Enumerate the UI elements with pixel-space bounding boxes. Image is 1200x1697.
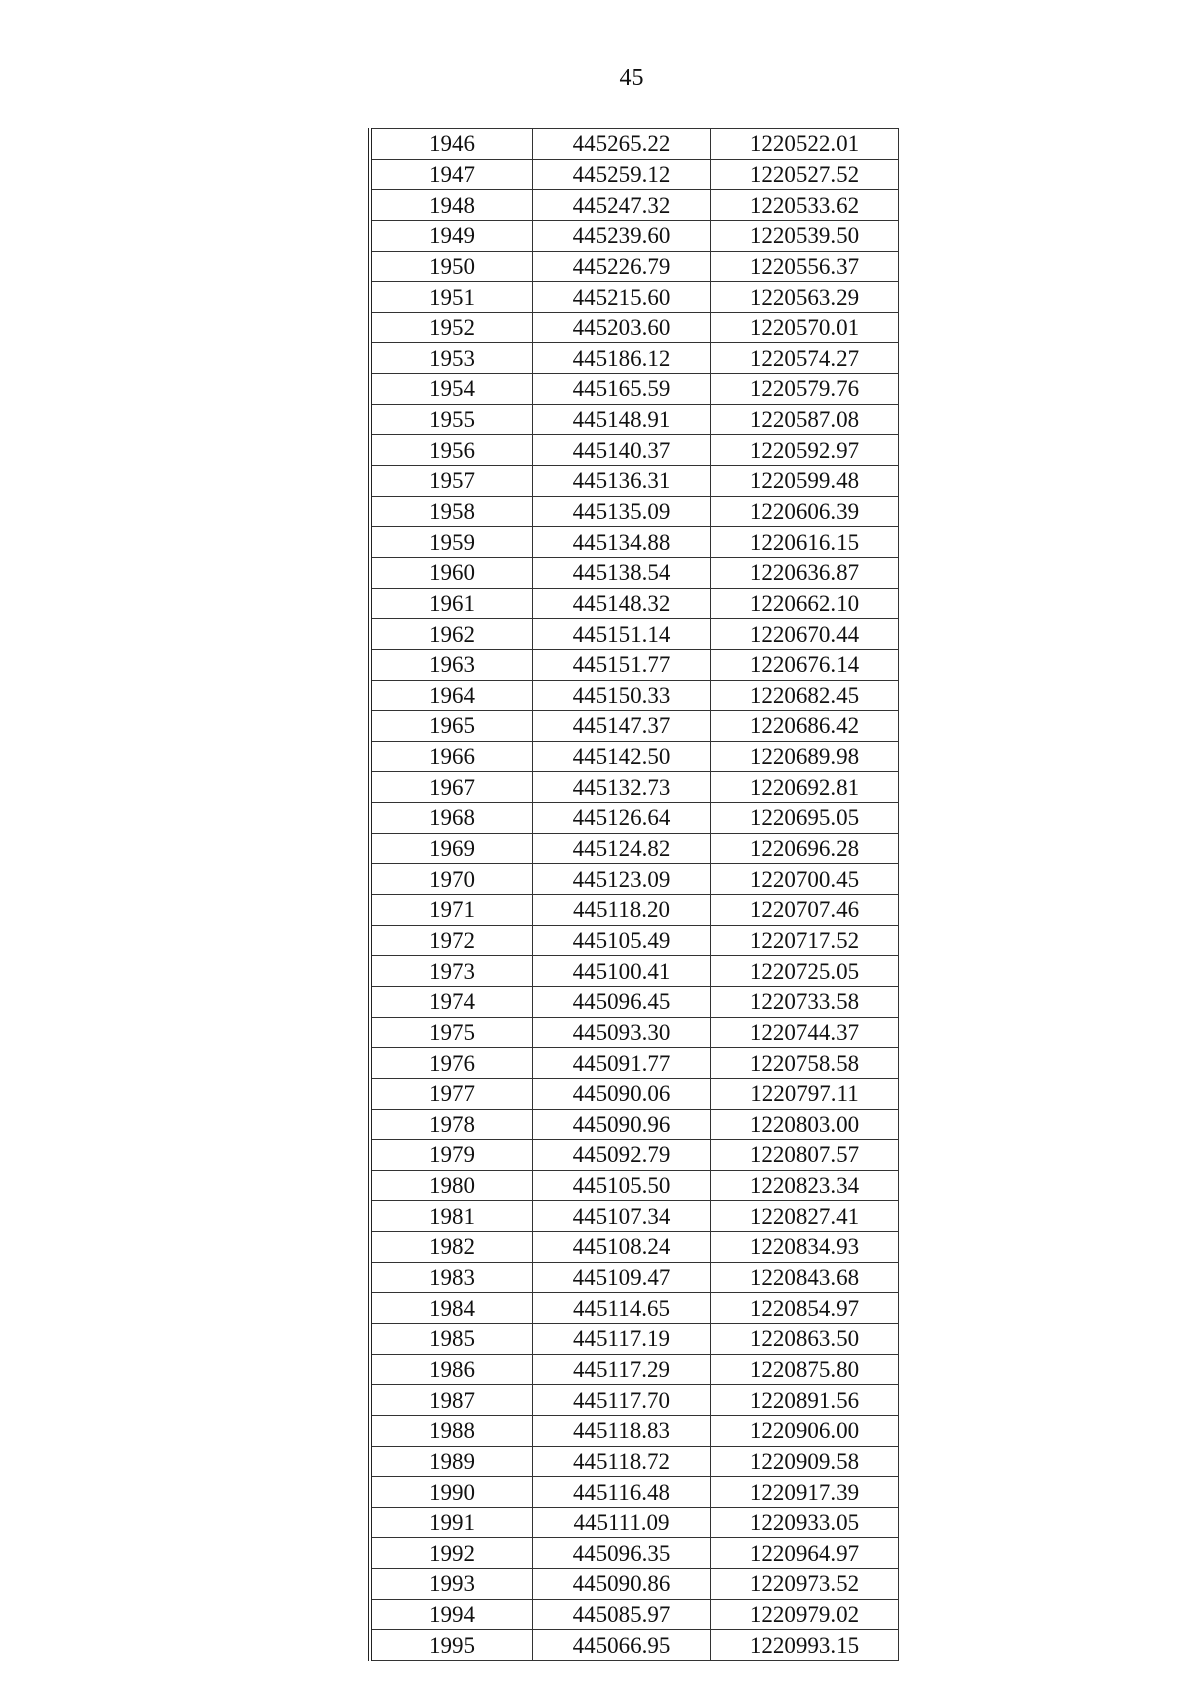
table-row (370, 833, 899, 864)
point-number-cell: 1992 (370, 1538, 533, 1569)
page-number: 45 (619, 65, 644, 91)
point-number-cell: 1987 (370, 1385, 533, 1416)
table-row (370, 1354, 899, 1385)
y-coordinate-cell: 1220689.98 (711, 741, 899, 772)
point-number-cell: 1973 (370, 956, 533, 987)
y-coordinate-cell: 1220854.97 (711, 1293, 899, 1324)
y-coordinate-cell: 1220909.58 (711, 1446, 899, 1477)
point-number-cell: 1985 (370, 1323, 533, 1354)
table-row (370, 159, 899, 190)
y-coordinate-cell: 1220758.58 (711, 1048, 899, 1079)
point-number-cell: 1966 (370, 741, 533, 772)
table-row (370, 1293, 899, 1324)
y-coordinate-cell: 1220662.10 (711, 588, 899, 619)
x-coordinate-cell: 445135.09 (533, 496, 711, 527)
point-number-cell: 1946 (370, 129, 533, 160)
y-coordinate-cell: 1220670.44 (711, 619, 899, 650)
x-coordinate-cell: 445151.77 (533, 649, 711, 680)
table-row (370, 1507, 899, 1538)
y-coordinate-cell: 1220527.52 (711, 159, 899, 190)
y-coordinate-cell: 1220570.01 (711, 312, 899, 343)
table-row (370, 1415, 899, 1446)
table-row (370, 956, 899, 987)
table-row (370, 190, 899, 221)
x-coordinate-cell: 445117.19 (533, 1323, 711, 1354)
table-row (370, 1232, 899, 1263)
y-coordinate-cell: 1220875.80 (711, 1354, 899, 1385)
y-coordinate-cell: 1220827.41 (711, 1201, 899, 1232)
y-coordinate-cell: 1220599.48 (711, 466, 899, 497)
point-number-cell: 1975 (370, 1017, 533, 1048)
x-coordinate-cell: 445203.60 (533, 312, 711, 343)
x-coordinate-cell: 445092.79 (533, 1140, 711, 1171)
point-number-cell: 1954 (370, 374, 533, 405)
point-number-cell: 1974 (370, 986, 533, 1017)
table-row (370, 129, 899, 160)
table-row (370, 1630, 899, 1661)
x-coordinate-cell: 445123.09 (533, 864, 711, 895)
point-number-cell: 1968 (370, 803, 533, 834)
x-coordinate-cell: 445151.14 (533, 619, 711, 650)
x-coordinate-cell: 445118.20 (533, 895, 711, 926)
y-coordinate-cell: 1220834.93 (711, 1232, 899, 1263)
y-coordinate-cell: 1220556.37 (711, 251, 899, 282)
point-number-cell: 1990 (370, 1477, 533, 1508)
x-coordinate-cell: 445100.41 (533, 956, 711, 987)
x-coordinate-cell: 445247.32 (533, 190, 711, 221)
point-number-cell: 1971 (370, 895, 533, 926)
x-coordinate-cell: 445136.31 (533, 466, 711, 497)
y-coordinate-cell: 1220733.58 (711, 986, 899, 1017)
table-row (370, 404, 899, 435)
point-number-cell: 1967 (370, 772, 533, 803)
x-coordinate-cell: 445085.97 (533, 1599, 711, 1630)
x-coordinate-cell: 445165.59 (533, 374, 711, 405)
y-coordinate-cell: 1220717.52 (711, 925, 899, 956)
y-coordinate-cell: 1220696.28 (711, 833, 899, 864)
table-row (370, 1569, 899, 1600)
table-row (370, 1477, 899, 1508)
table-row (370, 312, 899, 343)
y-coordinate-cell: 1220917.39 (711, 1477, 899, 1508)
x-coordinate-cell: 445126.64 (533, 803, 711, 834)
x-coordinate-cell: 445114.65 (533, 1293, 711, 1324)
y-coordinate-cell: 1220636.87 (711, 557, 899, 588)
x-coordinate-cell: 445109.47 (533, 1262, 711, 1293)
table-row (370, 496, 899, 527)
x-coordinate-cell: 445124.82 (533, 833, 711, 864)
point-number-cell: 1980 (370, 1170, 533, 1201)
x-coordinate-cell: 445096.35 (533, 1538, 711, 1569)
x-coordinate-cell: 445140.37 (533, 435, 711, 466)
x-coordinate-cell: 445148.91 (533, 404, 711, 435)
x-coordinate-cell: 445090.86 (533, 1569, 711, 1600)
x-coordinate-cell: 445066.95 (533, 1630, 711, 1661)
point-number-cell: 1961 (370, 588, 533, 619)
table-row (370, 895, 899, 926)
point-number-cell: 1988 (370, 1415, 533, 1446)
table-row (370, 925, 899, 956)
point-number-cell: 1969 (370, 833, 533, 864)
point-number-cell: 1953 (370, 343, 533, 374)
x-coordinate-cell: 445108.24 (533, 1232, 711, 1263)
table-row (370, 1599, 899, 1630)
point-number-cell: 1983 (370, 1262, 533, 1293)
table-row (370, 282, 899, 313)
y-coordinate-cell: 1220823.34 (711, 1170, 899, 1201)
point-number-cell: 1993 (370, 1569, 533, 1600)
x-coordinate-cell: 445148.32 (533, 588, 711, 619)
x-coordinate-cell: 445093.30 (533, 1017, 711, 1048)
y-coordinate-cell: 1220863.50 (711, 1323, 899, 1354)
table-row (370, 1201, 899, 1232)
x-coordinate-cell: 445107.34 (533, 1201, 711, 1232)
point-number-cell: 1962 (370, 619, 533, 650)
x-coordinate-cell: 445090.96 (533, 1109, 711, 1140)
point-number-cell: 1976 (370, 1048, 533, 1079)
y-coordinate-cell: 1220973.52 (711, 1569, 899, 1600)
y-coordinate-cell: 1220682.45 (711, 680, 899, 711)
y-coordinate-cell: 1220563.29 (711, 282, 899, 313)
y-coordinate-cell: 1220695.05 (711, 803, 899, 834)
table-row (370, 864, 899, 895)
point-number-cell: 1984 (370, 1293, 533, 1324)
x-coordinate-cell: 445090.06 (533, 1078, 711, 1109)
table-row (370, 527, 899, 558)
table-row (370, 741, 899, 772)
y-coordinate-cell: 1220725.05 (711, 956, 899, 987)
table-row (370, 986, 899, 1017)
table-row (370, 649, 899, 680)
point-number-cell: 1951 (370, 282, 533, 313)
y-coordinate-cell: 1220964.97 (711, 1538, 899, 1569)
table-row (370, 1385, 899, 1416)
y-coordinate-cell: 1220700.45 (711, 864, 899, 895)
point-number-cell: 1986 (370, 1354, 533, 1385)
x-coordinate-cell: 445138.54 (533, 557, 711, 588)
x-coordinate-cell: 445118.83 (533, 1415, 711, 1446)
point-number-cell: 1960 (370, 557, 533, 588)
y-coordinate-cell: 1220803.00 (711, 1109, 899, 1140)
table-row (370, 557, 899, 588)
x-coordinate-cell: 445150.33 (533, 680, 711, 711)
y-coordinate-cell: 1220692.81 (711, 772, 899, 803)
table-row (370, 220, 899, 251)
point-number-cell: 1948 (370, 190, 533, 221)
x-coordinate-cell: 445265.22 (533, 129, 711, 160)
y-coordinate-cell: 1220574.27 (711, 343, 899, 374)
table-row (370, 466, 899, 497)
y-coordinate-cell: 1220616.15 (711, 527, 899, 558)
table-row (370, 588, 899, 619)
point-number-cell: 1989 (370, 1446, 533, 1477)
point-number-cell: 1978 (370, 1109, 533, 1140)
coordinates-table-body (370, 129, 899, 1661)
point-number-cell: 1955 (370, 404, 533, 435)
table-row (370, 1078, 899, 1109)
table-row (370, 711, 899, 742)
table-row (370, 680, 899, 711)
x-coordinate-cell: 445117.70 (533, 1385, 711, 1416)
x-coordinate-cell: 445134.88 (533, 527, 711, 558)
table-row (370, 772, 899, 803)
y-coordinate-cell: 1220522.01 (711, 129, 899, 160)
point-number-cell: 1994 (370, 1599, 533, 1630)
x-coordinate-cell: 445105.50 (533, 1170, 711, 1201)
y-coordinate-cell: 1220933.05 (711, 1507, 899, 1538)
point-number-cell: 1970 (370, 864, 533, 895)
point-number-cell: 1979 (370, 1140, 533, 1171)
x-coordinate-cell: 445142.50 (533, 741, 711, 772)
table-row (370, 1170, 899, 1201)
y-coordinate-cell: 1220539.50 (711, 220, 899, 251)
y-coordinate-cell: 1220797.11 (711, 1078, 899, 1109)
x-coordinate-cell: 445215.60 (533, 282, 711, 313)
x-coordinate-cell: 445117.29 (533, 1354, 711, 1385)
table-row (370, 1446, 899, 1477)
x-coordinate-cell: 445091.77 (533, 1048, 711, 1079)
x-coordinate-cell: 445096.45 (533, 986, 711, 1017)
x-coordinate-cell: 445111.09 (533, 1507, 711, 1538)
point-number-cell: 1950 (370, 251, 533, 282)
table-row (370, 1262, 899, 1293)
x-coordinate-cell: 445118.72 (533, 1446, 711, 1477)
point-number-cell: 1959 (370, 527, 533, 558)
point-number-cell: 1952 (370, 312, 533, 343)
y-coordinate-cell: 1220979.02 (711, 1599, 899, 1630)
table-row (370, 1017, 899, 1048)
y-coordinate-cell: 1220686.42 (711, 711, 899, 742)
point-number-cell: 1991 (370, 1507, 533, 1538)
x-coordinate-cell: 445132.73 (533, 772, 711, 803)
point-number-cell: 1995 (370, 1630, 533, 1661)
coordinates-table (368, 128, 899, 1661)
y-coordinate-cell: 1220606.39 (711, 496, 899, 527)
table-row (370, 619, 899, 650)
x-coordinate-cell: 445239.60 (533, 220, 711, 251)
x-coordinate-cell: 445105.49 (533, 925, 711, 956)
point-number-cell: 1957 (370, 466, 533, 497)
y-coordinate-cell: 1220676.14 (711, 649, 899, 680)
y-coordinate-cell: 1220587.08 (711, 404, 899, 435)
table-row (370, 251, 899, 282)
point-number-cell: 1949 (370, 220, 533, 251)
x-coordinate-cell: 445226.79 (533, 251, 711, 282)
table-row (370, 435, 899, 466)
y-coordinate-cell: 1220906.00 (711, 1415, 899, 1446)
y-coordinate-cell: 1220533.62 (711, 190, 899, 221)
point-number-cell: 1956 (370, 435, 533, 466)
y-coordinate-cell: 1220707.46 (711, 895, 899, 926)
y-coordinate-cell: 1220744.37 (711, 1017, 899, 1048)
table-row (370, 803, 899, 834)
y-coordinate-cell: 1220843.68 (711, 1262, 899, 1293)
x-coordinate-cell: 445259.12 (533, 159, 711, 190)
y-coordinate-cell: 1220807.57 (711, 1140, 899, 1171)
point-number-cell: 1982 (370, 1232, 533, 1263)
table-row (370, 1109, 899, 1140)
table-row (370, 374, 899, 405)
table-row (370, 1538, 899, 1569)
table-row (370, 343, 899, 374)
point-number-cell: 1977 (370, 1078, 533, 1109)
y-coordinate-cell: 1220891.56 (711, 1385, 899, 1416)
x-coordinate-cell: 445147.37 (533, 711, 711, 742)
table-row (370, 1323, 899, 1354)
y-coordinate-cell: 1220993.15 (711, 1630, 899, 1661)
point-number-cell: 1972 (370, 925, 533, 956)
table-row (370, 1048, 899, 1079)
y-coordinate-cell: 1220579.76 (711, 374, 899, 405)
point-number-cell: 1965 (370, 711, 533, 742)
point-number-cell: 1947 (370, 159, 533, 190)
x-coordinate-cell: 445116.48 (533, 1477, 711, 1508)
table-row (370, 1140, 899, 1171)
point-number-cell: 1963 (370, 649, 533, 680)
x-coordinate-cell: 445186.12 (533, 343, 711, 374)
point-number-cell: 1981 (370, 1201, 533, 1232)
y-coordinate-cell: 1220592.97 (711, 435, 899, 466)
point-number-cell: 1964 (370, 680, 533, 711)
point-number-cell: 1958 (370, 496, 533, 527)
